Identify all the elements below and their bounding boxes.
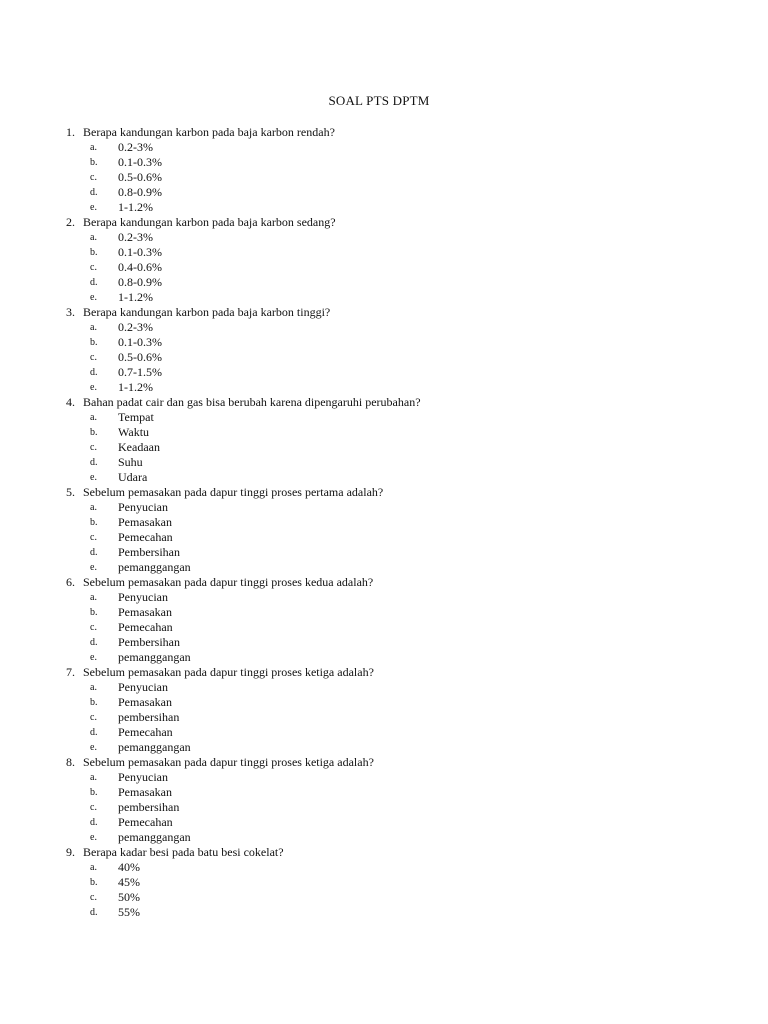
- option-letter: a.: [90, 592, 97, 603]
- option-list: [66, 140, 706, 215]
- answer-option: [66, 500, 706, 515]
- option-letter: c.: [90, 172, 97, 183]
- question-number: 3.: [66, 305, 75, 319]
- option-letter: d.: [90, 907, 98, 918]
- option-letter: d.: [90, 727, 98, 738]
- option-letter: c.: [90, 352, 97, 363]
- question-item: [66, 125, 706, 215]
- option-letter: a.: [90, 322, 97, 333]
- option-letter: d.: [90, 187, 98, 198]
- option-text: 55%: [118, 905, 140, 919]
- option-letter: e.: [90, 562, 97, 573]
- option-text: 0.1-0.3%: [118, 335, 162, 349]
- option-letter: a.: [90, 862, 97, 873]
- option-letter: b.: [90, 157, 98, 168]
- question-number: 7.: [66, 665, 75, 679]
- option-text: Penyucian: [118, 680, 168, 694]
- question-number: 2.: [66, 215, 75, 229]
- question-list: [66, 125, 706, 920]
- answer-option: [66, 770, 706, 785]
- option-text: 0.5-0.6%: [118, 350, 162, 364]
- option-letter: c.: [90, 802, 97, 813]
- answer-option: [66, 365, 706, 380]
- answer-option: [66, 290, 706, 305]
- option-text: 0.2-3%: [118, 230, 153, 244]
- question-line: [66, 665, 706, 680]
- answer-option: [66, 740, 706, 755]
- option-text: Penyucian: [118, 590, 168, 604]
- option-letter: e.: [90, 292, 97, 303]
- option-text: 0.8-0.9%: [118, 275, 162, 289]
- option-text: 1-1.2%: [118, 380, 153, 394]
- answer-option: [66, 710, 706, 725]
- option-letter: b.: [90, 427, 98, 438]
- answer-option: [66, 230, 706, 245]
- question-text: Sebelum pemasakan pada dapur tinggi proses kedua adalah?: [83, 575, 374, 589]
- answer-option: [66, 560, 706, 575]
- option-letter: a.: [90, 772, 97, 783]
- option-text: 0.7-1.5%: [118, 365, 162, 379]
- option-text: pemanggangan: [118, 650, 191, 664]
- option-letter: c.: [90, 262, 97, 273]
- answer-option: [66, 860, 706, 875]
- option-list: [66, 500, 706, 575]
- question-line: [66, 305, 706, 320]
- option-text: 45%: [118, 875, 140, 889]
- option-text: pemanggangan: [118, 560, 191, 574]
- answer-option: [66, 590, 706, 605]
- answer-option: [66, 545, 706, 560]
- option-text: 0.5-0.6%: [118, 170, 162, 184]
- question-line: [66, 845, 706, 860]
- answer-option: [66, 620, 706, 635]
- option-letter: a.: [90, 682, 97, 693]
- option-text: 0.4-0.6%: [118, 260, 162, 274]
- option-text: Pemecahan: [118, 530, 173, 544]
- answer-option: [66, 830, 706, 845]
- answer-option: [66, 185, 706, 200]
- answer-option: [66, 350, 706, 365]
- option-list: [66, 680, 706, 755]
- question-item: [66, 755, 706, 845]
- question-text: Sebelum pemasakan pada dapur tinggi proses pertama adalah?: [83, 485, 384, 499]
- option-text: 0.2-3%: [118, 140, 153, 154]
- option-letter: b.: [90, 607, 98, 618]
- question-text: Sebelum pemasakan pada dapur tinggi proses ketiga adalah?: [83, 665, 374, 679]
- question-number: 1.: [66, 125, 75, 139]
- question-text: Berapa kandungan karbon pada baja karbon sedang?: [83, 215, 336, 229]
- answer-option: [66, 335, 706, 350]
- answer-option: [66, 245, 706, 260]
- option-text: 50%: [118, 890, 140, 904]
- question-item: [66, 305, 706, 395]
- question-text: Berapa kandungan karbon pada baja karbon tinggi?: [83, 305, 331, 319]
- option-text: Pemasakan: [118, 605, 172, 619]
- option-letter: b.: [90, 697, 98, 708]
- option-letter: c.: [90, 712, 97, 723]
- answer-option: [66, 470, 706, 485]
- question-item: [66, 845, 706, 920]
- answer-option: [66, 155, 706, 170]
- option-text: 0.8-0.9%: [118, 185, 162, 199]
- question-line: [66, 125, 706, 140]
- answer-option: [66, 605, 706, 620]
- option-text: Penyucian: [118, 770, 168, 784]
- option-letter: d.: [90, 277, 98, 288]
- question-text: Bahan padat cair dan gas bisa berubah karena dipengaruhi perubahan?: [83, 395, 421, 409]
- option-text: Pembersihan: [118, 635, 180, 649]
- option-text: Pembersihan: [118, 545, 180, 559]
- option-text: Pemecahan: [118, 620, 173, 634]
- option-list: [66, 770, 706, 845]
- option-text: 1-1.2%: [118, 200, 153, 214]
- option-letter: d.: [90, 817, 98, 828]
- answer-option: [66, 785, 706, 800]
- answer-option: [66, 170, 706, 185]
- option-text: Pemasakan: [118, 515, 172, 529]
- answer-option: [66, 455, 706, 470]
- answer-option: [66, 440, 706, 455]
- answer-option: [66, 800, 706, 815]
- option-text: Pemasakan: [118, 695, 172, 709]
- option-list: [66, 590, 706, 665]
- option-text: pembersihan: [118, 800, 180, 814]
- option-letter: e.: [90, 652, 97, 663]
- answer-option: [66, 200, 706, 215]
- page-title: SOAL PTS DPTM: [328, 93, 430, 108]
- option-letter: a.: [90, 412, 97, 423]
- option-list: [66, 860, 706, 920]
- option-letter: c.: [90, 532, 97, 543]
- option-letter: a.: [90, 232, 97, 243]
- option-letter: b.: [90, 877, 98, 888]
- option-letter: c.: [90, 622, 97, 633]
- option-list: [66, 230, 706, 305]
- option-text: 0.2-3%: [118, 320, 153, 334]
- option-letter: b.: [90, 337, 98, 348]
- option-letter: a.: [90, 502, 97, 513]
- question-line: [66, 215, 706, 230]
- answer-option: [66, 140, 706, 155]
- question-number: 9.: [66, 845, 75, 859]
- answer-option: [66, 320, 706, 335]
- option-letter: b.: [90, 517, 98, 528]
- question-number: 6.: [66, 575, 75, 589]
- option-letter: a.: [90, 142, 97, 153]
- option-text: 40%: [118, 860, 140, 874]
- option-text: Pemecahan: [118, 725, 173, 739]
- option-text: Pemecahan: [118, 815, 173, 829]
- option-text: Udara: [118, 470, 148, 484]
- question-item: [66, 575, 706, 665]
- answer-option: [66, 515, 706, 530]
- answer-option: [66, 905, 706, 920]
- option-text: Suhu: [118, 455, 143, 469]
- option-text: Waktu: [118, 425, 150, 439]
- question-item: [66, 395, 706, 485]
- answer-option: [66, 275, 706, 290]
- question-line: [66, 395, 706, 410]
- option-letter: d.: [90, 547, 98, 558]
- answer-option: [66, 695, 706, 710]
- option-letter: e.: [90, 742, 97, 753]
- question-line: [66, 485, 706, 500]
- option-text: pemanggangan: [118, 830, 191, 844]
- option-letter: c.: [90, 892, 97, 903]
- answer-option: [66, 425, 706, 440]
- option-text: 0.1-0.3%: [118, 155, 162, 169]
- option-list: [66, 320, 706, 395]
- question-text: Berapa kadar besi pada batu besi cokelat?: [83, 845, 284, 859]
- answer-option: [66, 650, 706, 665]
- question-number: 8.: [66, 755, 75, 769]
- question-line: [66, 755, 706, 770]
- question-item: [66, 215, 706, 305]
- answer-option: [66, 680, 706, 695]
- option-text: Penyucian: [118, 500, 168, 514]
- answer-option: [66, 410, 706, 425]
- question-number: 4.: [66, 395, 75, 409]
- question-item: [66, 485, 706, 575]
- option-text: 1-1.2%: [118, 290, 153, 304]
- option-letter: e.: [90, 382, 97, 393]
- option-letter: c.: [90, 442, 97, 453]
- option-letter: b.: [90, 247, 98, 258]
- option-text: pemanggangan: [118, 740, 191, 754]
- answer-option: [66, 260, 706, 275]
- question-text: Berapa kandungan karbon pada baja karbon rendah?: [83, 125, 335, 139]
- question-text: Sebelum pemasakan pada dapur tinggi proses ketiga adalah?: [83, 755, 374, 769]
- answer-option: [66, 815, 706, 830]
- option-text: Tempat: [118, 410, 154, 424]
- answer-option: [66, 530, 706, 545]
- option-text: pembersihan: [118, 710, 180, 724]
- answer-option: [66, 725, 706, 740]
- option-letter: d.: [90, 637, 98, 648]
- answer-option: [66, 890, 706, 905]
- option-list: [66, 410, 706, 485]
- answer-option: [66, 875, 706, 890]
- answer-option: [66, 635, 706, 650]
- question-item: [66, 665, 706, 755]
- option-text: Keadaan: [118, 440, 160, 454]
- option-letter: e.: [90, 832, 97, 843]
- option-letter: b.: [90, 787, 98, 798]
- option-letter: d.: [90, 457, 98, 468]
- option-letter: d.: [90, 367, 98, 378]
- option-text: 0.1-0.3%: [118, 245, 162, 259]
- option-text: Pemasakan: [118, 785, 172, 799]
- option-letter: e.: [90, 472, 97, 483]
- question-line: [66, 575, 706, 590]
- question-number: 5.: [66, 485, 75, 499]
- answer-option: [66, 380, 706, 395]
- option-letter: e.: [90, 202, 97, 213]
